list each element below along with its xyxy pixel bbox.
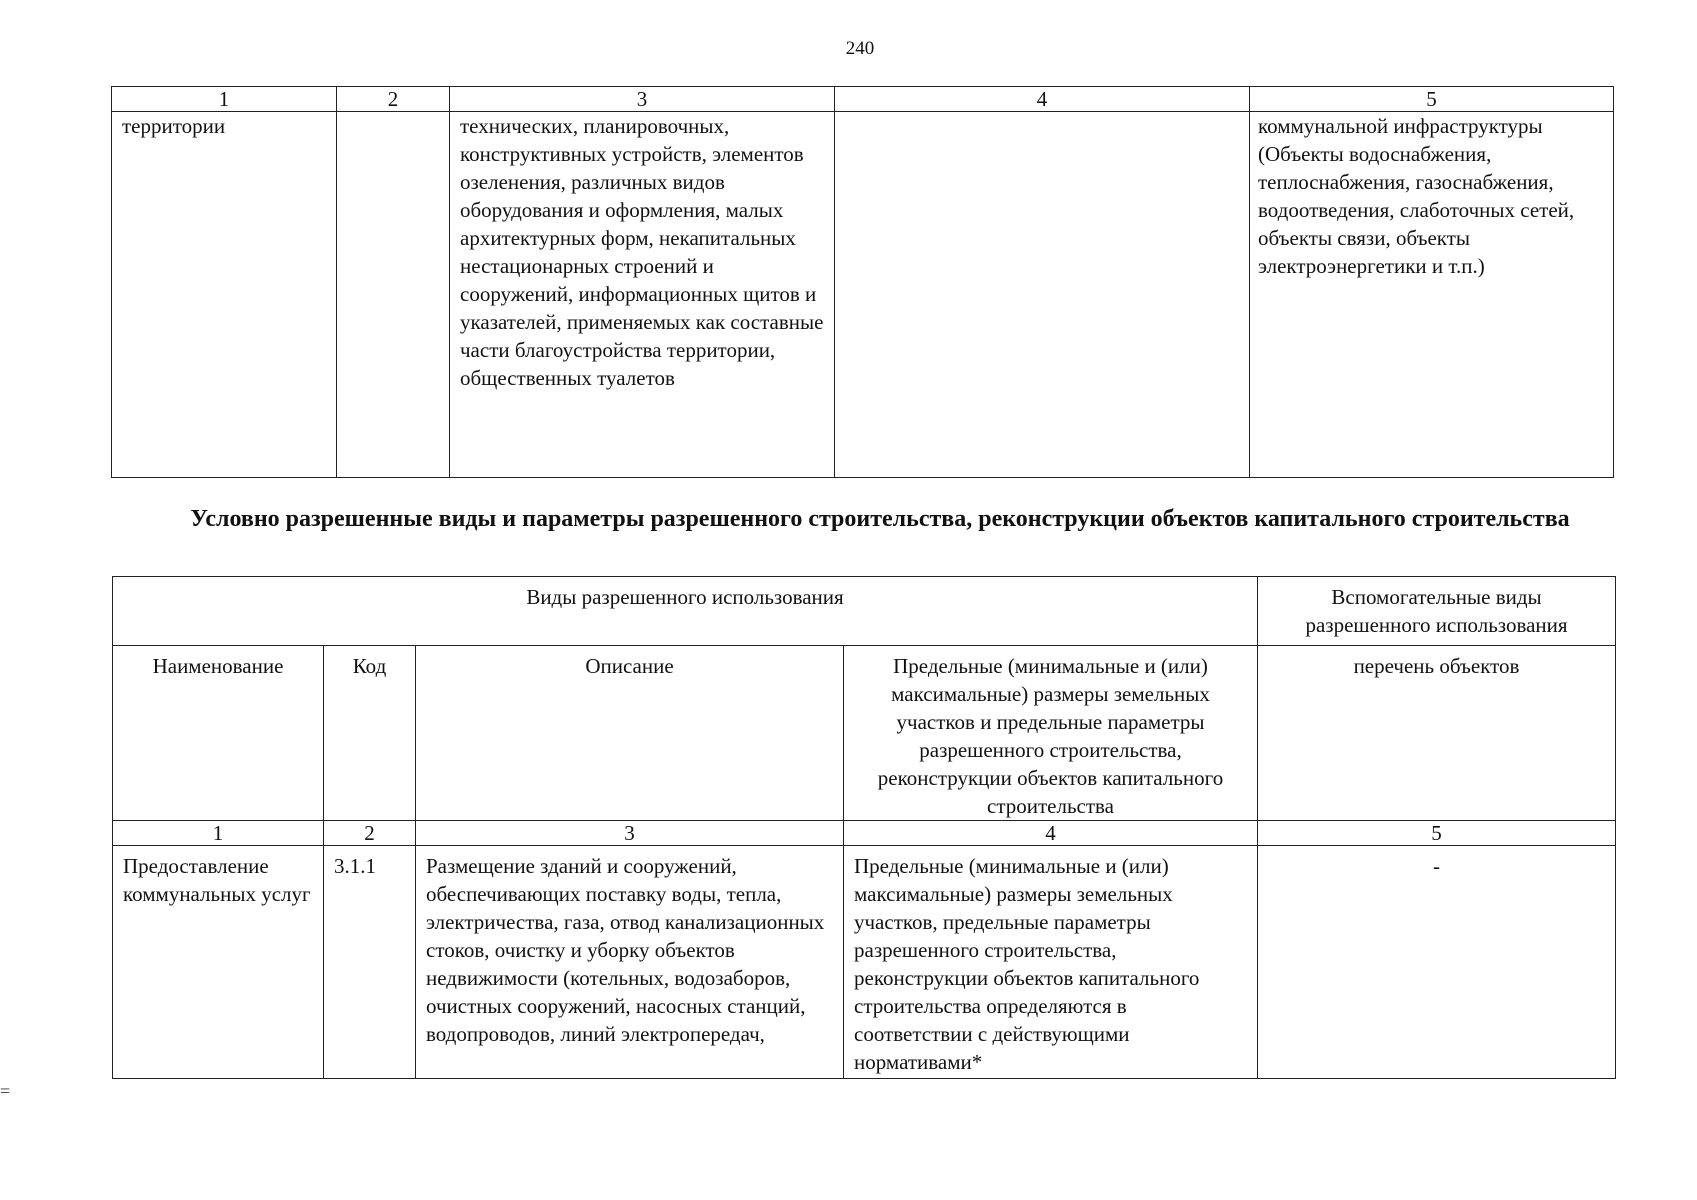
column-number: 5 (1258, 821, 1616, 846)
cell-name: территории (112, 112, 337, 478)
cell-code: 3.1.1 (324, 846, 416, 1079)
cell-objects: - (1258, 846, 1616, 1079)
column-number: 4 (835, 87, 1250, 112)
header-name: Наименование (113, 646, 324, 821)
table-row (112, 112, 1614, 478)
cell-code (337, 112, 450, 478)
column-number: 3 (450, 87, 835, 112)
cell-objects: коммунальной инфраструктуры (Объекты водоснабжения, теплоснабжения, газоснабжения, водоотведения, слаботочных сетей, объекты связи, объекты электроэнергетики и т.п.) (1250, 112, 1614, 478)
margin-marks (0, 1082, 10, 1100)
header-objects: перечень объектов (1258, 646, 1616, 821)
header-limits: Предельные (минимальные и (или) максимальные) размеры земельных участков и предельные параметры разрешенного строительства, реконструкции объектов капитального строительства (844, 646, 1258, 821)
page-number: 240 (845, 38, 875, 59)
auxiliary-uses-header: Вспомогательные виды разрешенного использования (1258, 577, 1616, 646)
cell-name: Предоставление коммунальных услуг (113, 846, 324, 1079)
section-title: Условно разрешенные виды и параметры разрешенного строительства, реконструкции объектов капитального строительства (190, 506, 1570, 532)
header-code: Код (324, 646, 416, 821)
column-number: 2 (324, 821, 416, 846)
cell-description: Размещение зданий и сооружений, обеспечивающих поставку воды, тепла, электричества, газа, отвод канализационных стоков, очистку и уборку объектов недвижимости (котельных, водозаборов, очистных сооружений, насосных станций, водопроводов, линий электропередач, (416, 846, 844, 1079)
permitted-uses-header: Виды разрешенного использования (113, 577, 1258, 646)
table-group-header-row (113, 577, 1616, 646)
cell-limits: Предельные (минимальные и (или) максимальные) размеры земельных участков, предельные параметры разрешенного строительства, реконструкции объектов капитального строительства определяются в соответствии с действующими нормативами* (844, 846, 1258, 1079)
table-header-row (112, 87, 1614, 112)
header-description: Описание (416, 646, 844, 821)
continuation-table (111, 86, 1614, 478)
conditional-uses-table (112, 576, 1616, 1079)
column-number: 2 (337, 87, 450, 112)
cell-description: технических, планировочных, конструктивных устройств, элементов озеленения, различных видов оборудования и оформления, малых архитектурных форм, некапитальных нестационарных строений и сооружений, информационных щитов и указателей, применяемых как составные части благоустройства территории, общественных туалетов (450, 112, 835, 478)
column-number: 1 (112, 87, 337, 112)
margin-mark-icon: = (0, 1081, 11, 1101)
table-header-row (113, 646, 1616, 821)
column-number: 3 (416, 821, 844, 846)
cell-limits (835, 112, 1250, 478)
column-numbers-row (113, 821, 1616, 846)
table-row (113, 846, 1616, 1079)
column-number: 5 (1250, 87, 1614, 112)
column-number: 1 (113, 821, 324, 846)
column-number: 4 (844, 821, 1258, 846)
